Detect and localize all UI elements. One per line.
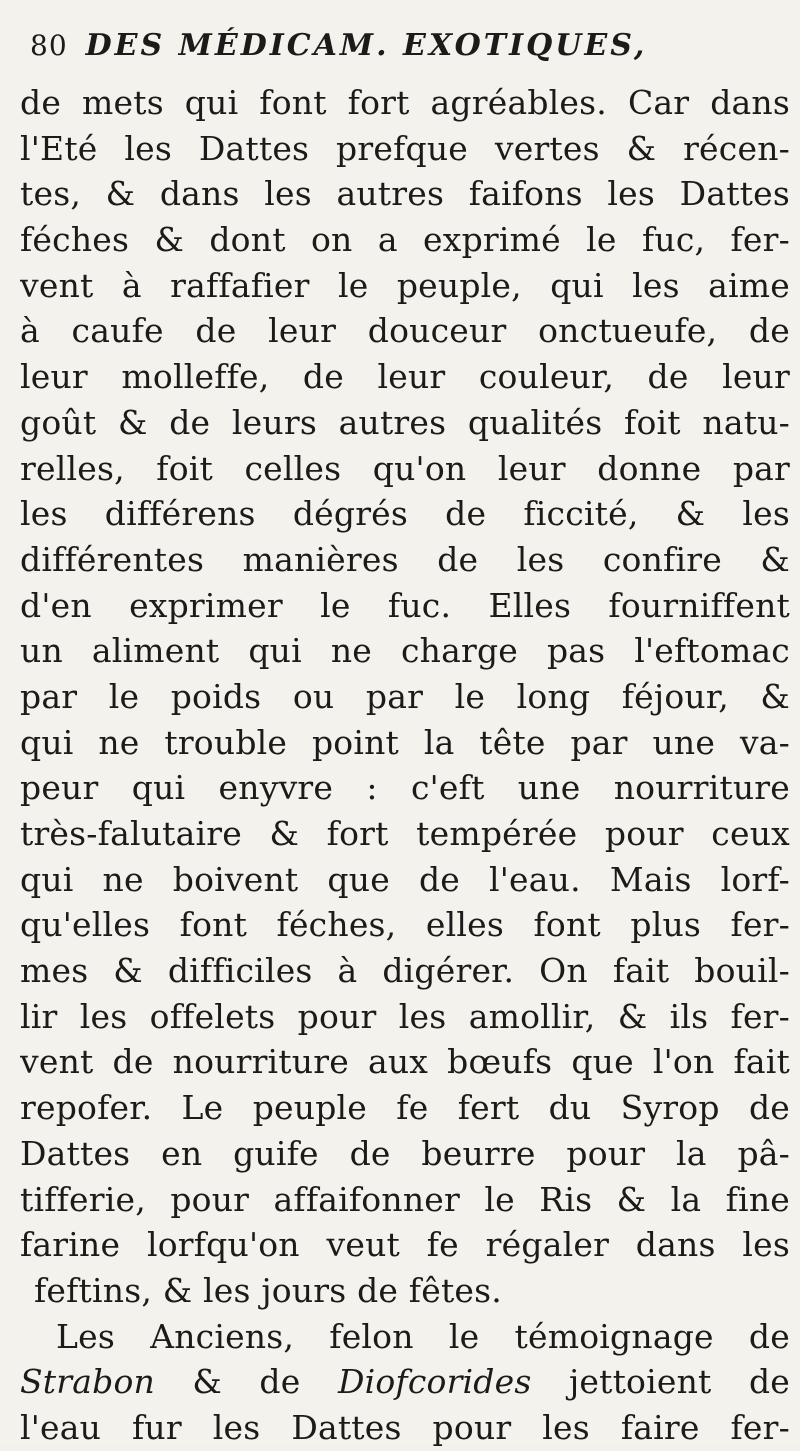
- text-line: tes, & dans les autres faifons les Dattes: [20, 174, 790, 214]
- page-header: [30, 28, 770, 78]
- text-line: qui ne boivent que de l'eau. Mais lorf-: [20, 859, 790, 899]
- text-line: tifferie, pour affaifonner le Ris & la fine: [20, 1179, 790, 1219]
- text-line: très-falutaire & fort tempérée pour ceux: [20, 814, 790, 853]
- text-line: d'en exprimer le fuc. Elles fourniffent: [20, 585, 790, 625]
- text-line: un aliment qui ne charge pas l'eftomac: [20, 631, 790, 671]
- text-line: l'Eté les Dattes prefque vertes & récen-: [20, 128, 790, 168]
- text-line: par le poids ou par le long féjour, &: [20, 676, 790, 716]
- connector-text: & de: [154, 1362, 338, 1402]
- paragraph-line: l'eau fur les Dattes pour les faire fer-: [20, 1407, 790, 1447]
- text-line: goût & de leurs autres qualités foit natu-: [20, 402, 790, 442]
- text-line: à caufe de leur douceur onctueufe, de: [20, 311, 790, 351]
- running-title: DES MÉDICAM. EXOTIQUES,: [85, 28, 648, 63]
- text-line: peur qui enyvre : c'eft une nourriture: [20, 768, 790, 808]
- author-name-strabon: Strabon: [20, 1362, 155, 1402]
- paragraph-line-with-names: [20, 1359, 790, 1405]
- text-line: les différens dégrés de ficcité, & les: [20, 494, 790, 534]
- text-line: qui ne trouble point la tête par une va-: [20, 722, 790, 762]
- text-line: mes & difficiles à digérer. On fait bouil-: [20, 951, 790, 991]
- body-text: [20, 80, 790, 1451]
- text-line: différentes manières de les confire &: [20, 539, 790, 579]
- text-line: de mets qui font fort agréables. Car dans: [20, 83, 790, 122]
- page-number: 80: [30, 29, 68, 62]
- text-line: leur molleffe, de leur couleur, de leur: [20, 357, 790, 397]
- line-ending-text: jettoient de: [531, 1362, 790, 1402]
- text-line: farine lorfqu'on veut fe régaler dans les: [20, 1225, 790, 1265]
- text-line: vent à raffafier le peuple, qui les aime: [20, 265, 790, 305]
- text-line: feftins, & les jours de fêtes.: [34, 1270, 502, 1310]
- text-line: repofer. Le peuple fe fert du Syrop de: [20, 1088, 790, 1128]
- text-line: lir les offelets pour les amollir, & ils fer-: [20, 996, 790, 1036]
- text-line: relles, foit celles qu'on leur donne par: [20, 448, 790, 488]
- text-line: féches & dont on a exprimé le fuc, fer-: [20, 220, 790, 260]
- text-line: Dattes en guife de beurre pour la pâ-: [20, 1133, 790, 1173]
- paragraph-line: Les Anciens, felon le témoignage de: [56, 1316, 790, 1356]
- text-line: qu'elles font féches, elles font plus fer-: [20, 905, 790, 945]
- author-name-dioscorides: Diofcorides: [337, 1362, 532, 1402]
- text-line: vent de nourriture aux bœufs que l'on fait: [20, 1042, 790, 1082]
